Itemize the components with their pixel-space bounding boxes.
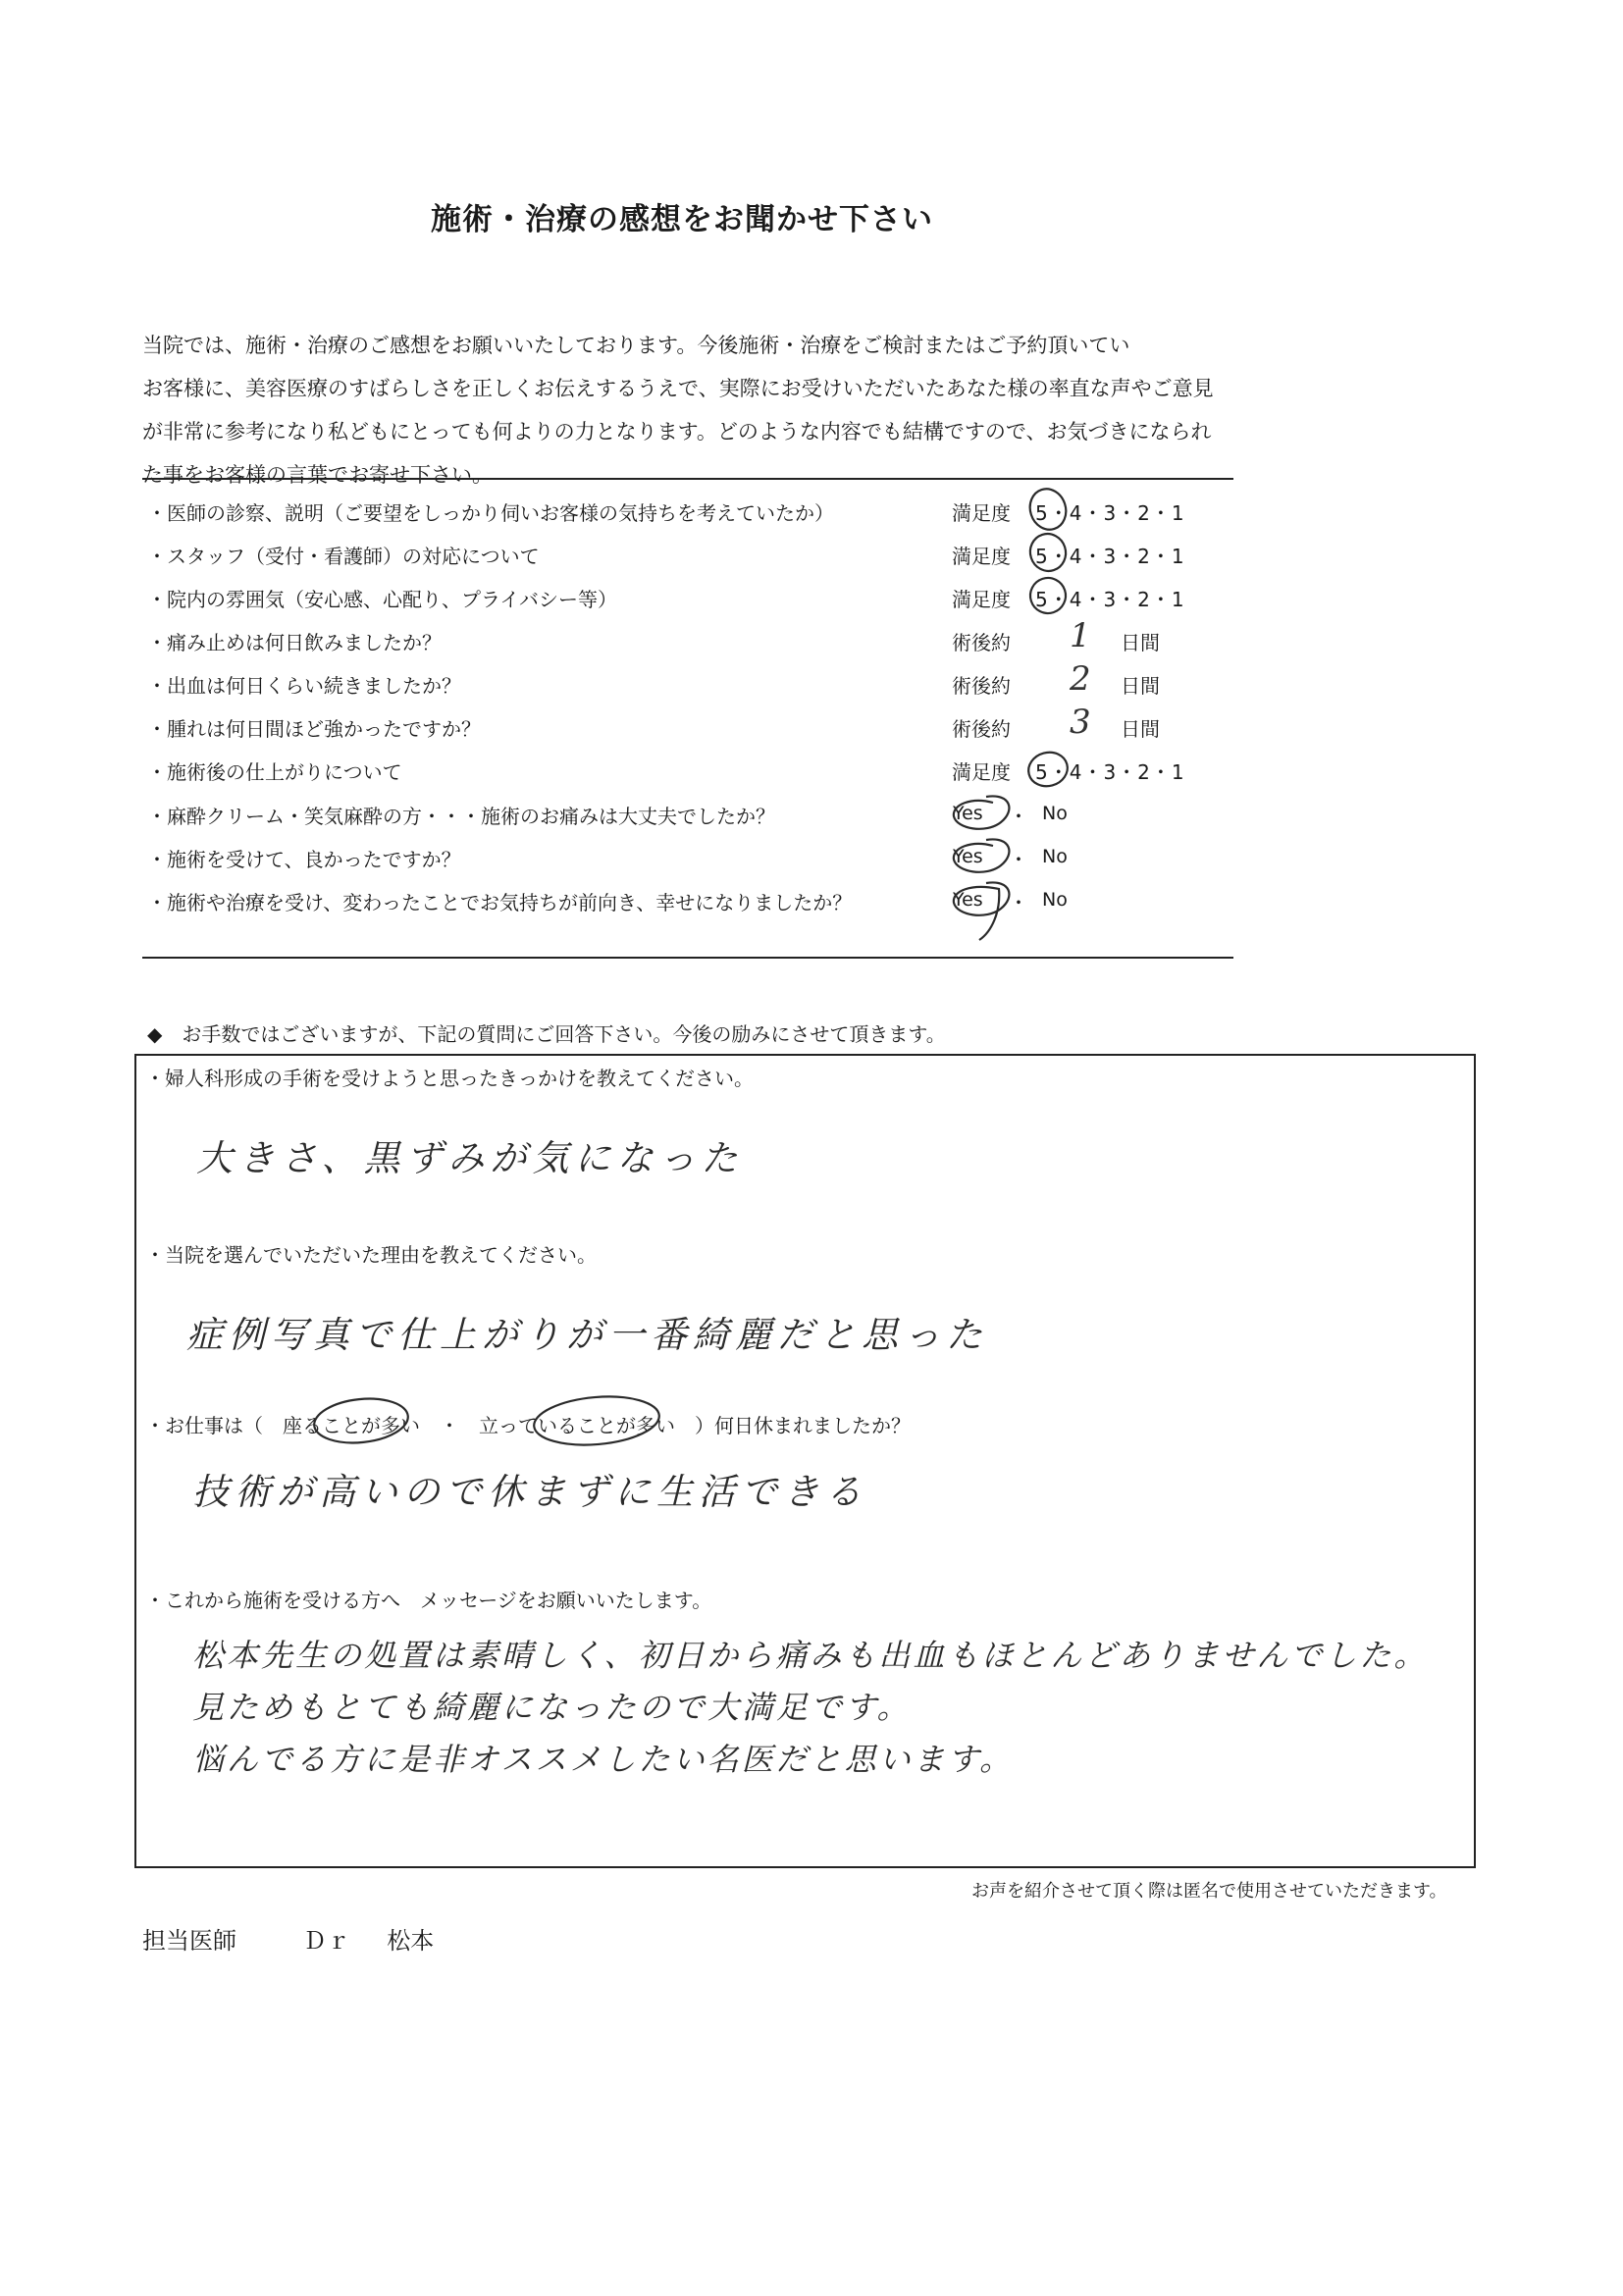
selected-circle	[954, 796, 1010, 828]
free-question: ・お仕事は（ 座ることが多い ・ 立っていることが多い ）何日休まれましたか？	[145, 1414, 911, 1437]
selected-circle	[1024, 748, 1071, 790]
survey-question: ・医師の診察、説明（ご要望をしっかり伺いお客様の気持ちを考えていたか）	[147, 501, 834, 525]
selected-circle	[954, 882, 1010, 940]
survey-label: 満足度	[952, 545, 1011, 568]
selected-circle	[532, 1392, 661, 1450]
rating-scale: 5・4・3・2・1	[1035, 501, 1185, 525]
doctor-label: 担当医師	[142, 1927, 236, 1955]
survey-unit: 日間	[1121, 674, 1160, 698]
selected-circle	[312, 1394, 410, 1447]
yes-option: Yes	[953, 803, 983, 824]
survey-question: ・麻酔クリーム・笑気麻酔の方・・・施術のお痛みは大丈夫でしたか？	[147, 805, 775, 828]
survey-question: ・施術を受けて、良かったですか？	[147, 848, 461, 871]
handwritten-answer: 大きさ、黒ずみが気になった	[196, 1137, 744, 1179]
survey-unit: 日間	[1121, 631, 1160, 654]
survey-question: ・痛み止めは何日飲みましたか？	[147, 631, 442, 654]
free-question: ・婦人科形成の手術を受けようと思ったきっかけを教えてください。	[145, 1067, 754, 1090]
survey-question: ・腫れは何日間ほど強かったですか？	[147, 717, 481, 741]
handwritten-days: 1	[1070, 616, 1091, 655]
intro-line: が非常に参考になり私どもにとっても何よりの力となります。どのような内容でも結構ですので、お気づきになられ	[142, 420, 1212, 444]
rating-scale: 5・4・3・2・1	[1035, 545, 1185, 568]
intro-line: お客様に、美容医療のすばらしさを正しくお伝えするうえで、実際にお受けいただいたあなた様の率直な声やご意見	[142, 377, 1214, 400]
survey-label: 術後約	[952, 674, 1011, 698]
handwritten-answer: 症例写真で仕上がりが一番綺麗だと思った	[186, 1314, 988, 1356]
free-question: ・これから施術を受ける方へ メッセージをお願いいたします。	[145, 1589, 712, 1612]
intro-line: た事をお客様の言葉でお寄せ下さい。	[142, 463, 493, 487]
no-option: No	[1042, 889, 1068, 911]
handwritten-days: 3	[1070, 703, 1091, 742]
survey-label: 満足度	[952, 760, 1011, 784]
no-option: No	[1042, 846, 1068, 867]
survey-question: ・出血は何日くらい続きましたか？	[147, 674, 461, 698]
free-question: ・当院を選んでいただいた理由を教えてください。	[145, 1243, 597, 1267]
doctor-name: 松本	[387, 1927, 435, 1955]
survey-question: ・施術後の仕上がりについて	[147, 760, 402, 784]
selected-circle	[1025, 573, 1070, 617]
survey-label: 満足度	[952, 501, 1011, 525]
survey-question: ・スタッフ（受付・看護師）の対応について	[147, 545, 540, 568]
handwritten-answer: 悩んでる方に是非オススメしたい名医だと思います。	[192, 1741, 1015, 1778]
separator-dot: ・	[1009, 848, 1028, 871]
selected-circle	[1024, 484, 1071, 534]
section-header: ◆ お手数ではございますが、下記の質問にご回答下さい。今後の励みにさせて頂きます。	[147, 1022, 946, 1046]
survey-label: 満足度	[952, 588, 1011, 611]
no-option: No	[1042, 803, 1068, 824]
handwritten-answer: 松本先生の処置は素晴しく、初日から痛みも出血もほとんどありませんでした。	[192, 1637, 1429, 1674]
selected-circle	[954, 839, 1010, 871]
survey-label: 術後約	[952, 631, 1011, 654]
rating-scale: 5・4・3・2・1	[1035, 760, 1185, 784]
footer-note: お声を紹介させて頂く際は匿名で使用させていただきます。	[971, 1881, 1447, 1902]
yes-option: Yes	[953, 846, 983, 867]
rating-scale: 5・4・3・2・1	[1035, 588, 1185, 611]
intro-line: 当院では、施術・治療のご感想をお願いいたしております。今後施術・治療をご検討またはご予約頂いてい	[142, 334, 1130, 357]
yes-option: Yes	[953, 889, 983, 911]
survey-label: 術後約	[952, 717, 1011, 741]
separator-dot: ・	[1009, 891, 1028, 914]
handwritten-answer: 技術が高いので休まずに生活できる	[192, 1471, 867, 1513]
separator-dot: ・	[1009, 805, 1028, 828]
handwritten-days: 2	[1070, 659, 1091, 699]
survey-unit: 日間	[1121, 717, 1160, 741]
handwritten-answer: 見ためもとても綺麗になったので大満足です。	[192, 1689, 912, 1726]
survey-question: ・施術や治療を受け、変わったことでお気持ちが前向き、幸せになりましたか？	[147, 891, 853, 914]
survey-question: ・院内の雰囲気（安心感、心配り、プライバシー等）	[147, 588, 617, 611]
doctor-prefix: Ｄｒ	[302, 1927, 350, 1955]
page-title: 施術・治療の感想をお聞かせ下さい	[431, 202, 933, 237]
selected-circle	[1025, 529, 1071, 575]
